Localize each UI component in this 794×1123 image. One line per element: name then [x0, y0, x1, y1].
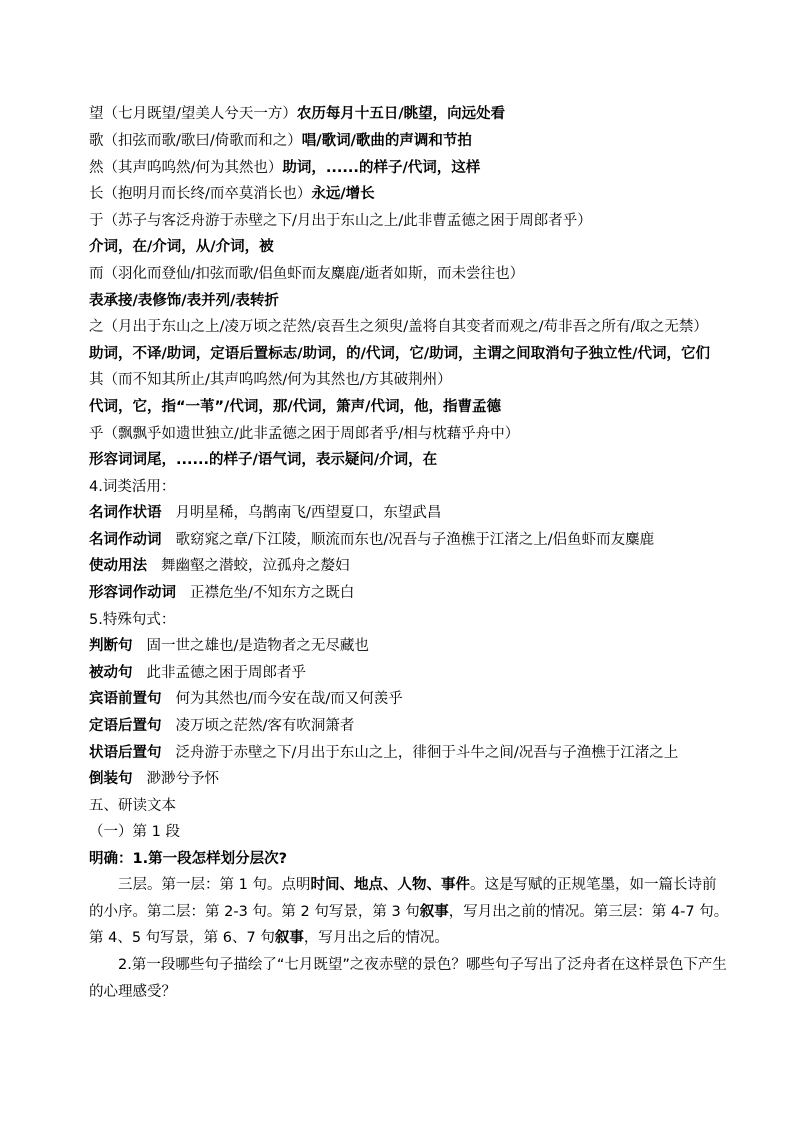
vocab-line-chang: 长（抱明月而长终/而卒莫消长也）永远/增长: [89, 186, 375, 202]
sentence-adverbial-postposed: 状语后置句 泛舟游于赤壁之下/月出于东山之上，徘徊于斗牛之间/况吾与子渔樵于江渚之上: [89, 745, 679, 761]
vocab-line-er: 而（羽化而登仙/扣弦而歌/侣鱼虾而友麋鹿/逝者如斯，而未尝往也）: [89, 266, 525, 282]
word-class-adj-verb: 形容词作动词 正襟危坐/不知东方之既白: [89, 585, 355, 601]
sentence-object-preposed: 宾语前置句 何为其然也/而今安在哉/而又何羡乎: [89, 691, 403, 707]
vocab-line-hu-meaning: 形容词词尾，......的样子/语气词，表示疑问/介词，在: [89, 452, 438, 468]
word-class-noun-adverbial: 名词作状语 月明星稀，乌鹊南飞/西望夏口，东望武昌: [89, 505, 442, 521]
vocab-line-zhi: 之（月出于东山之上/凌万顷之茫然/哀吾生之须臾/盖将自其变者而观之/苟非吾之所有/取之无禁）: [89, 319, 708, 335]
vocab-line-qi-meaning: 代词，它，指“一苇”/代词，那/代词，箫声/代词，他，指曹孟德: [89, 399, 501, 415]
vocab-line-zhi-meaning: 助词，不译/助词，定语后置标志/助词，的/代词，它/助词，主谓之间取消句子独立性/代词，它们: [89, 346, 710, 362]
question-1: 明确：1.第一段怎样划分层次?: [89, 851, 288, 867]
sentence-inverted: 倒装句 渺渺兮予怀: [89, 771, 219, 787]
section-heading-special-sentences: 5.特殊句式：: [89, 612, 176, 628]
vocab-line-wang: 望（七月既望/望美人兮天一方）农历每月十五日/眺望，向远处看: [89, 106, 506, 122]
vocab-line-hu: 乎（飘飘乎如遗世独立/此非孟德之困于周郎者乎/相与枕藉乎舟中）: [89, 426, 520, 442]
section-heading-study-text: 五、研读文本: [89, 798, 176, 814]
vocab-line-qi: 其（而不知其所止/其声呜呜然/何为其然也/方其破荆州）: [89, 372, 452, 388]
vocab-line-ge: 歌（扣弦而歌/歌曰/倚歌而和之）唱/歌词/歌曲的声调和节拍: [89, 133, 472, 149]
vocab-line-er-meaning: 表承接/表修饰/表并列/表转折: [89, 293, 279, 309]
sentence-attributive-postposed: 定语后置句 凌万顷之茫然/客有吹洞箫者: [89, 718, 355, 734]
word-class-noun-verb: 名词作动词 歌窈窕之章/下江陵，顺流而东也/况吾与子渔樵于江渚之上/侣鱼虾而友麋鹿: [89, 532, 655, 548]
vocab-line-yu: 于（苏子与客泛舟游于赤壁之下/月出于东山之上/此非曹孟德之困于周郎者乎）: [89, 213, 592, 229]
vocab-line-yu-meaning: 介词，在/介词，从/介词，被: [89, 239, 274, 255]
question-2: 2.第一段哪些句子描绘了“七月既望”之夜赤壁的景色？哪些句子写出了泛舟者在这样景色下产生的心理感受？: [89, 957, 727, 1000]
section-heading-word-class: 4.词类活用：: [89, 479, 176, 495]
subsection-heading-paragraph-1: （一）第 1 段: [89, 824, 180, 840]
vocab-line-ran: 然（其声呜呜然/何为其然也）助词，......的样子/代词，这样: [89, 160, 481, 176]
sentence-judgment: 判断句 固一世之雄也/是造物者之无尽藏也: [89, 638, 369, 654]
sentence-passive: 被动句 此非孟德之困于周郎者乎: [89, 665, 306, 681]
word-class-causative: 使动用法 舞幽壑之潜蛟，泣孤舟之嫠妇: [89, 558, 350, 574]
answer-paragraph-1: 三层。第一层：第 1 句。点明时间、地点、人物、事件。这是写赋的正规笔墨，如一篇长诗前的小序。第二层：第 2-3 句。第 2 句写景，第 3 句叙事，写月出之前的情况。第三层：第 4-7 句。第 4、5 句写景，第 6、7 句叙事，写月出之后的情况。: [89, 877, 729, 947]
